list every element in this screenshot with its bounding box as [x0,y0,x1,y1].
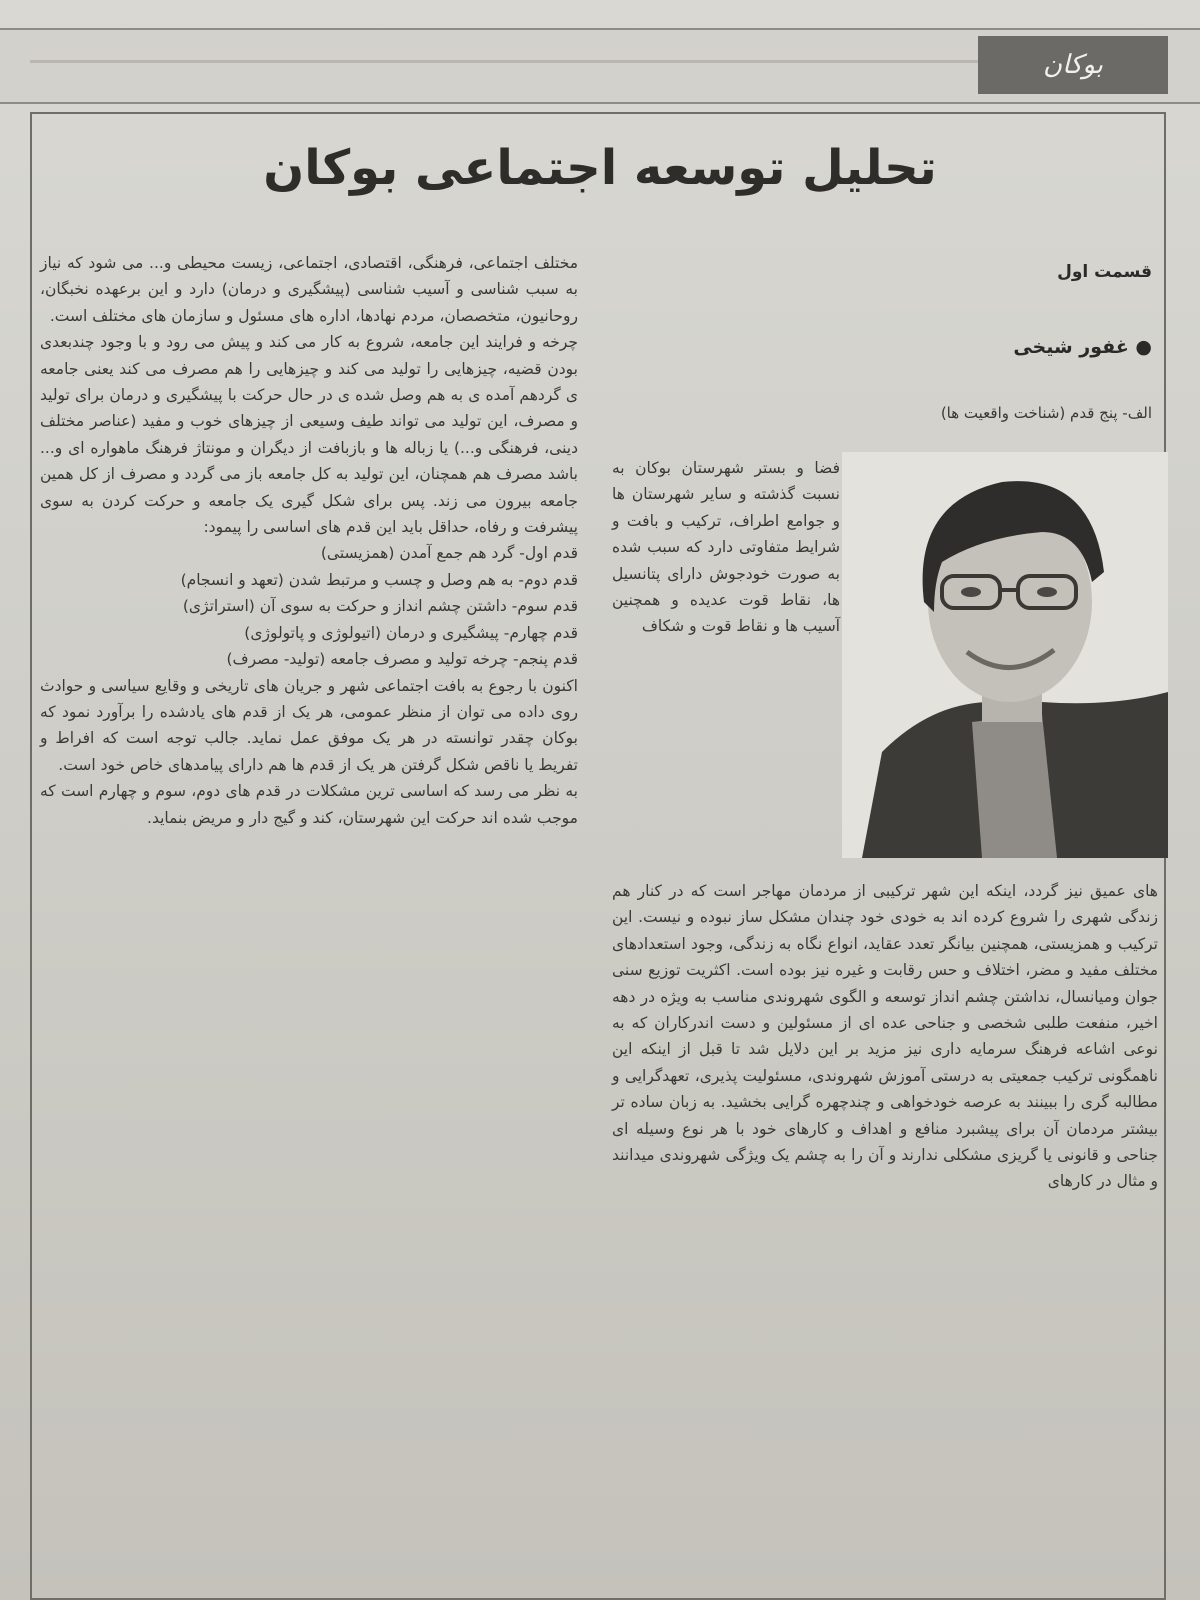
series-label: قسمت اول [1057,262,1152,282]
header-rule [30,60,980,63]
section-logo [978,36,1168,94]
step-item: قدم دوم- به هم وصل و چسب و مرتبط شدن (تعهد و انسجام) [180,570,578,589]
article-subheading: الف- پنج قدم (شناخت واقعیت ها) [940,404,1152,422]
paragraph: اکنون با رجوع به بافت اجتماعی شهر و جریان های تاریخی و وقایع سیاسی و حوادث روی داده می توان از منظر عمومی، هر یک از قدم های یادشده را برآورد نمود که بوکان چقدر توانسته در هر یک موفق عمل نماید. جالب توجه است که افراط و تفریط یا ناقص شکل گرفتن هر یک از قدم ها هم دارای پیامدهای خاص خود است. [40,676,578,774]
step-item: قدم چهارم- پیشگیری و درمان (اتیولوژی و پاتولوژی) [244,623,578,642]
step-item: قدم اول- گرد هم جمع آمدن (همزیستی) [320,544,578,563]
paragraph: به نظر می رسد که اساسی ترین مشکلات در قدم های دوم، سوم و چهارم است که موجب شده اند حرکت این شهرستان، کند و گیج دار و مریض بنماید. [40,782,578,827]
author-photo-image [842,452,1168,858]
author-byline: ● غفور شیخی [1013,336,1152,358]
section-header-bar [0,28,1200,104]
article-column-right-bottom [612,878,1158,1195]
paragraph: چرخه و فرایند این جامعه، شروع به کار می کند و پیش می رود و با وجود چندبعدی بودن قضیه، چیزهایی را تولید می کند و چیزهایی را هم مصرف می کند یعنی جامعه ی گردهم آمده ی به هم وصل شده ی در حال حرکت با پیشگیری و درمان برای تولید و مصرف، این تولید می تواند طیف وسیعی از چیزهای خوب و مفید (عناصر مختلف دینی، فرهنگی و...) یا زباله ها و بازبافت از دیگران و مونتاژ فرهنگ ماهواره ای و... باشد مصرف هم همچنان، این تولید به کل جامعه باز می گردد و مصرف از کل همین جامعه بیرون می زند. پس برای شکل گیری یک جامعه و حرکت کردن به سوی پیشرفت و رفاه، حداقل باید این قدم های اساسی را پیمود: [40,333,578,537]
article-title: تحلیل توسعه اجتماعی بوکان [263,140,937,196]
author-photo [842,452,1168,858]
article-column-right-top [612,455,840,640]
paragraph: فضا و بستر شهرستان بوکان به نسبت گذشته و سایر شهرستان ها و جوامع اطراف، ترکیب و بافت و شرایط متفاوتی دارد که سبب شده به صورت خودجوش دارای پتانسیل ها، نقاط قوت عدیده و همچنین آسیب ها و نقاط قوت و شکاف [612,459,840,636]
article-column-left [40,250,578,831]
paragraph: مختلف اجتماعی، فرهنگی، اقتصادی، اجتماعی، زیست محیطی و... می شود که نیاز به سبب شناسی و آسیب شناسی (پیشگیری و درمان) دارد و این برعهده نخبگان، روحانیون، متخصصان، مردم نهادها، اداره های مسئول و سازمان های مختلف است. [40,254,578,325]
step-item: قدم سوم- داشتن چشم انداز و حرکت به سوی آن (استراتژی) [182,597,578,616]
paragraph: های عمیق نیز گردد، اینکه این شهر ترکیبی از مردمان مهاجر است که در کنار هم زندگی شهری را شروع کرده اند به خودی خود چندان مشکل ساز نبوده و نیست. این ترکیب و همزیستی، همچنین بیانگر تعدد عقاید، انواع نگاه به زندگی، وجود استعدادهای مختلف مفید و مضر، اختلاف و حس رقابت و غیره نیز بوده است. اکثریت توزیع سنی جوان ومیانسال، نداشتن چشم انداز توسعه و الگوی شهروندی مناسب به ویژه در دهه اخیر، منفعت طلبی شخصی و جناحی عده ای از مسئولین و دست اندرکاران که به نوعی اشاعه فرهنگ سرمایه داری نیز مزید بر این دلایل شد تا قبل از اینکه این ناهمگونی ترکیب جمعیتی به درستی آموزش شهروندی، مسئولیت پذیری، تعهدگرایی و مطالبه گری را ببینند به عرصه خودخواهی و چندچهره گرایی بخشید. به زبان ساده تر بیشتر مردمان آن برای پیشبرد منافع و اهداف و کارهای خود با هر نوع وسیله ای جناحی و قانونی یا گریزی مشکلی ندارند و آن را به چشم یک ویژگی شهروندی میدانند و مثال در کارهای [612,882,1158,1191]
section-name: بوکان [1042,50,1104,80]
step-item: قدم پنجم- چرخه تولید و مصرف جامعه (تولید- مصرف) [226,650,578,669]
